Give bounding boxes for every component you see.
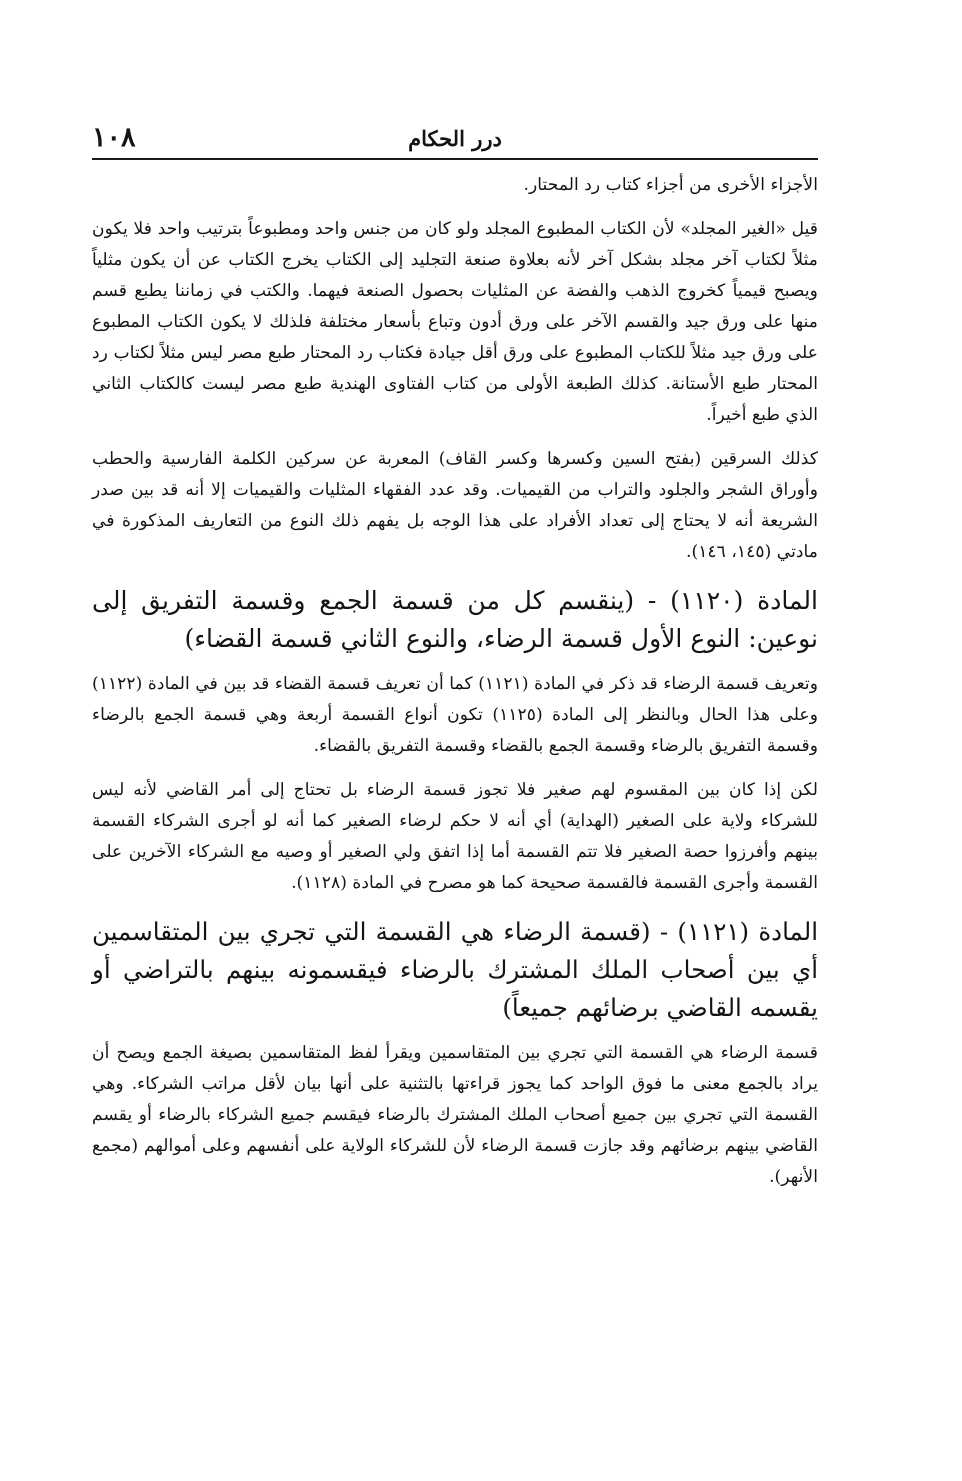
paragraph-sarqin: كذلك السرقين (بفتح السين وكسرها وكسر القاف) المعربة عن سركين الكلمة الفارسية والحطب وأوراق الشجر والجلود والتراب من القيميات. وقد عدد الفقهاء المثليات والقيميات إلا أنه قد بين صدر الشريعة أنه لا يحتاج إلى تعداد الأفراد على هذا الوجه بل يفهم ذلك النوع من التعاريف المذكورة في مادتي (١٤٥، ١٤٦). <box>92 449 818 562</box>
paragraph-bound-book: قيل «الغير المجلد» لأن الكتاب المطبوع المجلد ولو كان من جنس واحد ومطبوعاً بترتيب واحد فلا يكون مثلاً لكتاب آخر مجلد بشكل آخر لأنه بعلاوة صنعة التجليد إلى الكتاب يخرج الكتاب عن أن يكون مثلياً ويصبح قيمياً كخروج الذهب والفضة عن المثليات بحصول الصنعة فيهما. والكتب في زماننا يطبع قسم منها على ورق جيد والقسم الآخر على ورق أدون وتباع بأسعار مختلفة فلذلك لا يكون الكتاب المطبوع على ورق جيد مثلاً للكتاب المطبوع على ورق أقل جيادة فكتاب رد المحتار طبع مصر ليس مثلاً لكتاب رد المحتار طبع الأستانة. كذلك الطبعة الأولى من كتاب الفتاوى الهندية طبع مصر ليست كالكتاب الثاني الذي طبع أخيراً. <box>92 219 818 425</box>
paragraph-minor-share: لكن إذا كان بين المقسوم لهم صغير فلا تجوز قسمة الرضاء بل تحتاج إلى أمر القاضي لأنه ليس للشركاء ولاية على الصغير (الهداية) أي أنه لا حكم لرضاء الصغير كما أنه لو أجرى الشركاء القسمة بينهم وأفرزوا حصة الصغير فلا تتم القسمة أما إذا اتفق ولي الصغير أو وصيه مع الشركاء الآخرين على القسمة وأجرى القسمة فالقسمة صحيحة كما هو مصرح في المادة (١١٢٨). <box>92 780 818 893</box>
paragraph-consent-division: قسمة الرضاء هي القسمة التي تجري بين المتقاسمين ويقرأ لفظ المتقاسمين بصيغة الجمع ويصح أن يراد بالجمع معنى ما فوق الواحد كما يجوز قراءتها بالتثنية على أنها بيان لأقل مراتب الشركاء. وهي القسمة التي تجري بين جميع أصحاب الملك المشترك بالرضاء فيقسم جميع الشركاء بالرضاء أو يقسم القاضي بينهم برضائهم وقد جازت قسمة الرضاء لأن للشركاء الولاية على أنفسهم وعلى أموالهم (مجمع الأنهر). <box>92 1043 818 1187</box>
paragraph-division-types: وتعريف قسمة الرضاء قد ذكر في المادة (١١٢١) كما أن تعريف قسمة القضاء قد بين في المادة (١١٢٢) وعلى هذا الحال وبالنظر إلى المادة (١١٢٥) تكون أنواع القسمة أربعة وهي قسمة الجمع بالرضاء وقسمة التفريق بالرضاء وقسمة الجمع بالقضاء وقسمة التفريق بالقضاء. <box>92 674 819 756</box>
paragraph-continuation: الأجزاء الأخرى من أجزاء كتاب رد المحتار. <box>523 175 818 195</box>
article-1121-heading: المادة (١١٢١) - (قسمة الرضاء هي القسمة التي تجري بين المتقاسمين أي بين أصحاب الملك المشترك بالرضاء فيقسمونه بينهم بالتراضي أو يقسمه القاضي برضائهم جميعاً) <box>92 917 818 1022</box>
page-number: ١٠٨ <box>92 122 136 153</box>
page-body <box>92 170 818 1193</box>
article-1120-heading: المادة (١١٢٠) - (ينقسم كل من قسمة الجمع وقسمة التفريق إلى نوعين: النوع الأول قسمة الرضاء، والنوع الثاني قسمة القضاء) <box>92 586 818 653</box>
book-title: درر الحكام <box>408 126 502 151</box>
running-header <box>92 118 818 160</box>
